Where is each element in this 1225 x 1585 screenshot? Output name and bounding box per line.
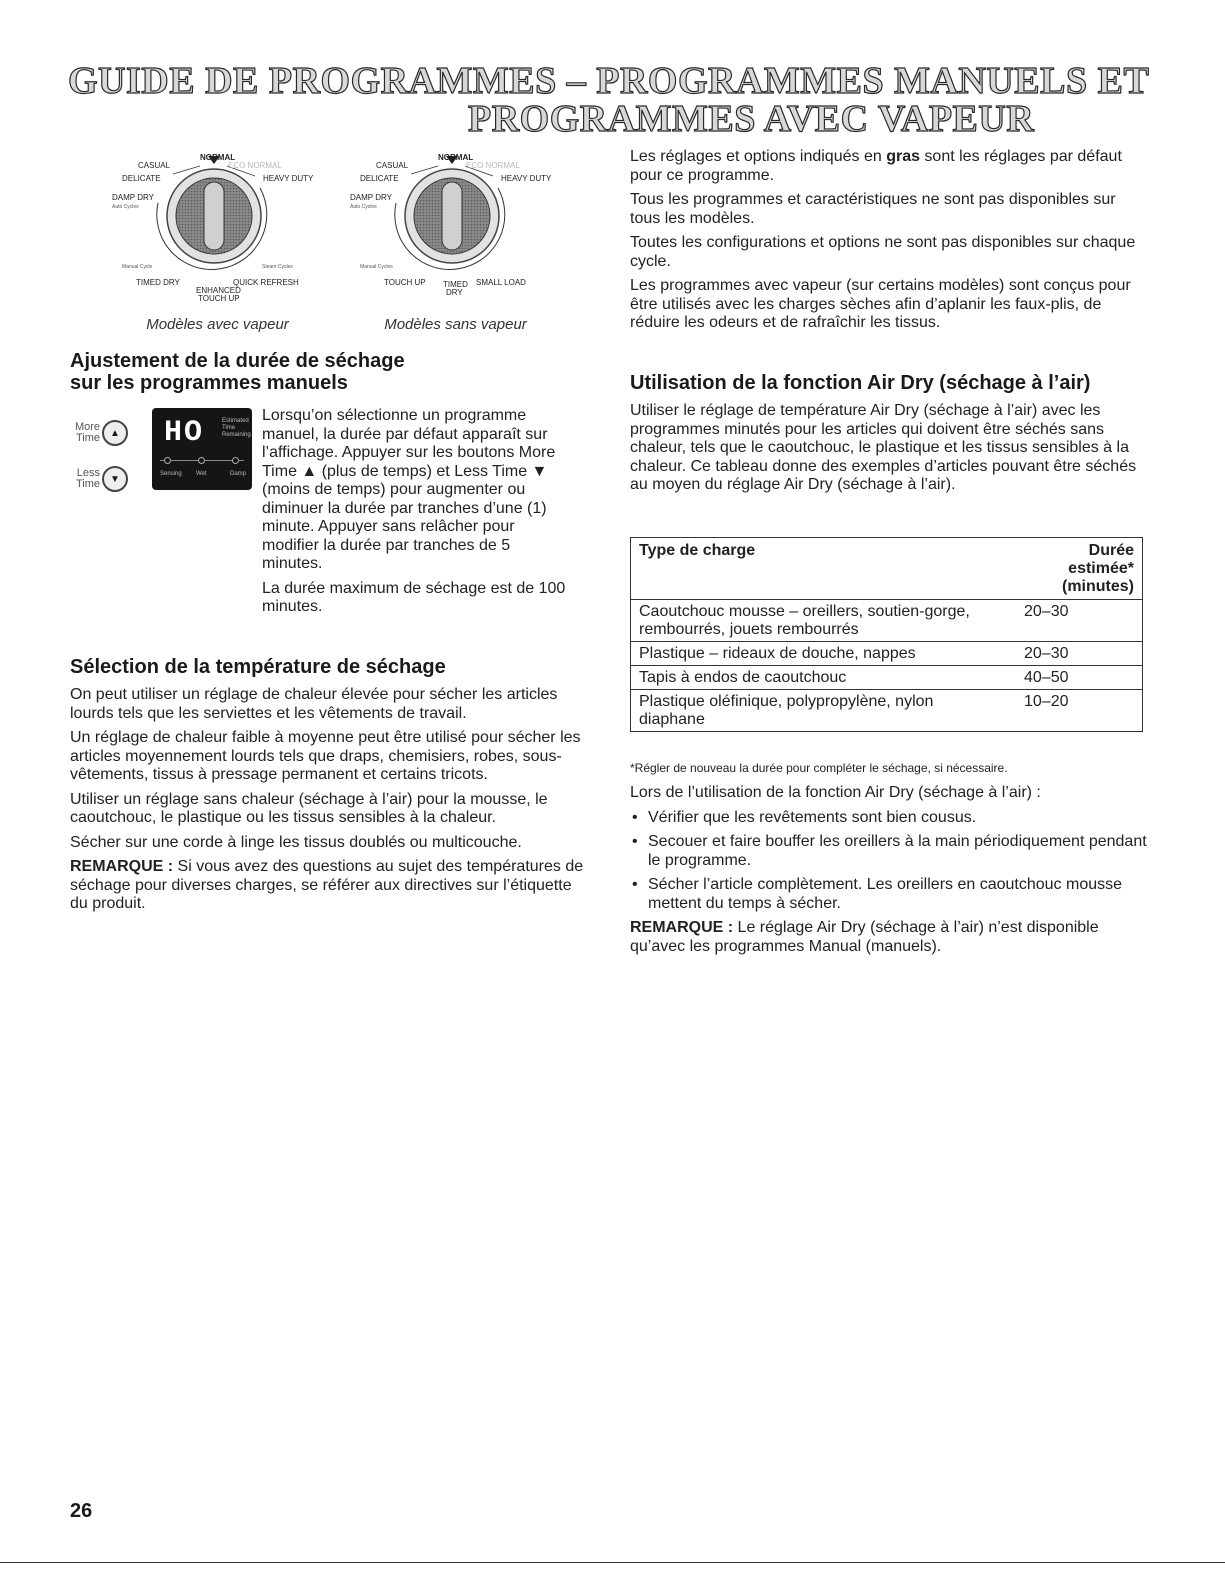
table-cell-time: 10–20: [996, 690, 1143, 732]
led-sensing-icon: [164, 457, 171, 464]
table-header-time-l1: Durée: [1088, 542, 1134, 559]
est-l2: Time: [222, 425, 236, 431]
air-dry-note-text: Le réglage Air Dry (séchage à l’air) n’est disponible qu’avec les programmes Manual (manuels).: [630, 919, 1099, 955]
air-dry-lead: Lors de l’utilisation de la fonction Air Dry (séchage à l’air) :: [630, 784, 1041, 801]
less-time-label: [70, 468, 100, 490]
dial1-quick: QUICK REFRESH: [233, 278, 299, 287]
adjust-time-p2: La durée maximum de séchage est de 100 minutes.: [262, 579, 566, 615]
status-leds: [160, 460, 247, 477]
table-header-time-l3: (minutes): [1062, 578, 1134, 595]
table-header-type: Type de charge: [639, 542, 756, 559]
table-cell-type: Plastique – rideaux de douche, nappes: [631, 642, 997, 666]
dial2-manual: Manual Cycles: [360, 264, 393, 270]
air-dry-note: [630, 919, 1150, 956]
bullet-icon: •: [632, 876, 638, 893]
heading-adjust-time-l1: Ajustement de la durée de séchage: [70, 350, 405, 372]
up-arrow-icon: ▲: [110, 427, 120, 439]
bullet-icon: •: [632, 808, 638, 826]
dial1-auto: Auto Cycles: [112, 204, 139, 210]
intro-text: [630, 148, 1150, 333]
dial1-damp: DAMP DRY: [112, 193, 154, 202]
led-sensing-label: Sensing: [160, 471, 182, 477]
table-header-time-l2: estimée*: [1068, 560, 1134, 577]
dial2-eco: ECO NORMAL: [466, 161, 520, 170]
dial1-casual: CASUAL: [138, 161, 171, 170]
more-time-label-l1: More: [74, 421, 100, 433]
dial1-heavy: HEAVY DUTY: [263, 174, 314, 183]
heading-air-dry: Utilisation de la fonction Air Dry (séchage à l’air): [630, 372, 1091, 394]
table-cell-time: 20–30: [996, 642, 1143, 666]
air-dry-tips-list: [630, 809, 1150, 914]
list-item: [630, 833, 1150, 870]
intro-p1: [630, 148, 1150, 185]
est-l1: Estimated: [222, 418, 249, 424]
dial2-heavy: HEAVY DUTY: [501, 174, 552, 183]
dial1-eco: ECO NORMAL: [228, 161, 282, 170]
table-cell-type: Tapis à endos de caoutchouc: [631, 666, 997, 690]
air-dry-intro: [630, 402, 1150, 495]
intro-p2: Tous les programmes et caractéristiques ne sont pas disponibles sur tous les modèles.: [630, 191, 1116, 227]
display-digits: HO: [164, 416, 205, 450]
temperature-p2: Un réglage de chaleur faible à moyenne peut être utilisé pour sécher les articles moyennement lourds tels que draps, chemisiers, robes, sous-vêtements, tissus à pressage permanent et certains tricots.: [70, 729, 581, 783]
led-damp-icon: [232, 457, 239, 464]
table-cell-type: Caoutchouc mousse – oreillers, soutien-gorge, rembourrés, jouets rembourrés: [631, 600, 997, 642]
heading-temperature: Sélection de la température de séchage: [70, 656, 446, 678]
more-time-label: [70, 422, 100, 444]
list-item-text: Vérifier que les revêtements sont bien cousus.: [648, 808, 977, 826]
table-row: [631, 642, 1143, 666]
intro-p1-b: sont les réglages par défaut pour ce programme.: [630, 148, 1122, 184]
intro-p3: Toutes les configurations et options ne sont pas disponibles sur chaque cycle.: [630, 234, 1136, 270]
led-damp-label: Damp: [230, 471, 247, 477]
dial1-touchup: TOUCH UP: [198, 294, 240, 303]
dial2-normal: NORMAL: [438, 153, 474, 162]
list-item: [630, 876, 1150, 913]
less-time-label-l1: Less: [76, 467, 100, 479]
down-arrow-icon: ▼: [110, 473, 120, 485]
dial2-auto: Auto Cycles: [350, 204, 377, 210]
table-cell-time: 40–50: [996, 666, 1143, 690]
list-item: [630, 809, 1150, 828]
temperature-note-label: REMARQUE :: [70, 858, 174, 875]
list-item-text: Secouer et faire bouffer les oreillers à la main périodiquement pendant le programme.: [648, 833, 1147, 869]
table-cell-time: 20–30: [996, 600, 1143, 642]
page-title: [68, 62, 1158, 138]
dial2-timed: TIMED: [443, 280, 468, 289]
table-footnote: *Régler de nouveau la durée pour compléter le séchage, si nécessaire.: [630, 761, 1008, 775]
est-l3: Remaining: [222, 432, 251, 438]
estimated-time-label: [222, 418, 251, 439]
dial2-damp: DAMP DRY: [350, 193, 392, 202]
adjust-time-text: [262, 407, 572, 617]
dial2-touchup: TOUCH UP: [384, 278, 426, 287]
temperature-note: [70, 858, 590, 914]
air-dry-table: [630, 537, 1143, 732]
temperature-note-text: Si vous avez des questions au sujet des températures de séchage pour diverses charges, se référer aux directives sur l’étiquette du produit.: [70, 858, 584, 912]
less-time-label-l2: Time: [75, 478, 100, 490]
temperature-p3: Utiliser un réglage sans chaleur (séchage à l’air) pour la mousse, le caoutchouc, le plastique ou les tissus sensibles à la chaleur.: [70, 790, 548, 826]
led-wet-label: Wet: [196, 471, 207, 477]
page-bottom-rule: [0, 1562, 1225, 1563]
list-item-text: Sécher l’article complètement. Les oreillers en caoutchouc mousse mettent du temps à sécher.: [648, 876, 1123, 912]
dial1-normal: NORMAL: [200, 153, 236, 162]
dial1-delicate: DELICATE: [122, 174, 161, 183]
table-row: [631, 666, 1143, 690]
led-wet-icon: [198, 457, 205, 464]
dial-with-steam-icon: [100, 148, 335, 308]
dial-illustrations: [100, 148, 580, 343]
dial2-delicate: DELICATE: [360, 174, 399, 183]
page-title-line1: GUIDE DE PROGRAMMES – PROGRAMMES MANUELS ET: [68, 60, 1150, 102]
dial1-manual: Manual Cycle: [122, 264, 153, 270]
table-cell-type: Plastique oléfinique, polypropylène, nylon diaphane: [631, 690, 997, 732]
display-panel: [152, 408, 252, 490]
dial1-enhanced: ENHANCED: [196, 286, 241, 295]
dial2-dry: DRY: [446, 288, 463, 297]
dial-with-steam: [100, 148, 335, 333]
intro-p1-a: Les réglages et options indiqués en: [630, 148, 887, 165]
less-time-button[interactable]: [102, 466, 128, 492]
more-time-button[interactable]: [102, 420, 128, 446]
table-row: [631, 690, 1143, 732]
intro-p1-bold: gras: [886, 148, 920, 165]
dial2-casual: CASUAL: [376, 161, 409, 170]
air-dry-p1: Utiliser le réglage de température Air Dry (séchage à l’air) avec les programmes minutés pour les articles qui doivent être séchés sans chaleur, tels que le caoutchouc, le plastique et les tissus sensibles à la chaleur. Ce tableau donne des exemples d’articles pouvant être séchés au moyen du réglage Air Dry (séchage à l’air).: [630, 402, 1137, 493]
dial-without-steam: [338, 148, 573, 333]
table-header-row: [631, 538, 1143, 600]
temperature-p4: Sécher sur une corde à linge les tissus doublés ou multicouche.: [70, 833, 522, 851]
dial-with-steam-caption: Modèles avec vapeur: [146, 316, 289, 333]
table-header-time: [996, 538, 1143, 600]
dial-without-steam-caption: Modèles sans vapeur: [384, 316, 527, 333]
dial1-steam: Steam Cycles: [262, 264, 293, 270]
temperature-p1: On peut utiliser un réglage de chaleur élevée pour sécher les articles lourds tels que les serviettes et les vêtements de travail.: [70, 686, 558, 722]
more-time-label-l2: Time: [75, 432, 100, 444]
air-dry-note-label: REMARQUE :: [630, 919, 734, 936]
heading-adjust-time: [70, 350, 405, 394]
adjust-time-p1: Lorsqu’on sélectionne un programme manuel, la durée par défaut apparaît sur l’affichage. Appuyer sur les boutons More Time ▲ (plus de temps) et Less Time ▼ (moins de temps) pour augmenter ou diminuer la durée par tranches d’une (1) minute. Appuyer sans relâcher pour modifier la durée par tranches de 5 minutes.: [262, 407, 556, 572]
table-row: [631, 600, 1143, 642]
heading-adjust-time-l2: sur les programmes manuels: [70, 372, 348, 394]
air-dry-after-table: [630, 760, 1150, 956]
temperature-text: [70, 686, 590, 914]
dial-without-steam-icon: [338, 148, 573, 308]
intro-p4: Les programmes avec vapeur (sur certains modèles) sont conçus pour être utilisés avec les charges sèches afin d’aplanir les faux-plis, de réduire les odeurs et de rafraîchir les tissus.: [630, 277, 1131, 331]
page-number: 26: [70, 1500, 93, 1522]
dial1-timed: TIMED DRY: [136, 278, 180, 287]
page-title-line2: PROGRAMMES AVEC VAPEUR: [468, 98, 1035, 140]
bullet-icon: •: [632, 833, 638, 850]
dial2-small: SMALL LOAD: [476, 278, 526, 287]
control-panel-illustration: [70, 408, 260, 500]
